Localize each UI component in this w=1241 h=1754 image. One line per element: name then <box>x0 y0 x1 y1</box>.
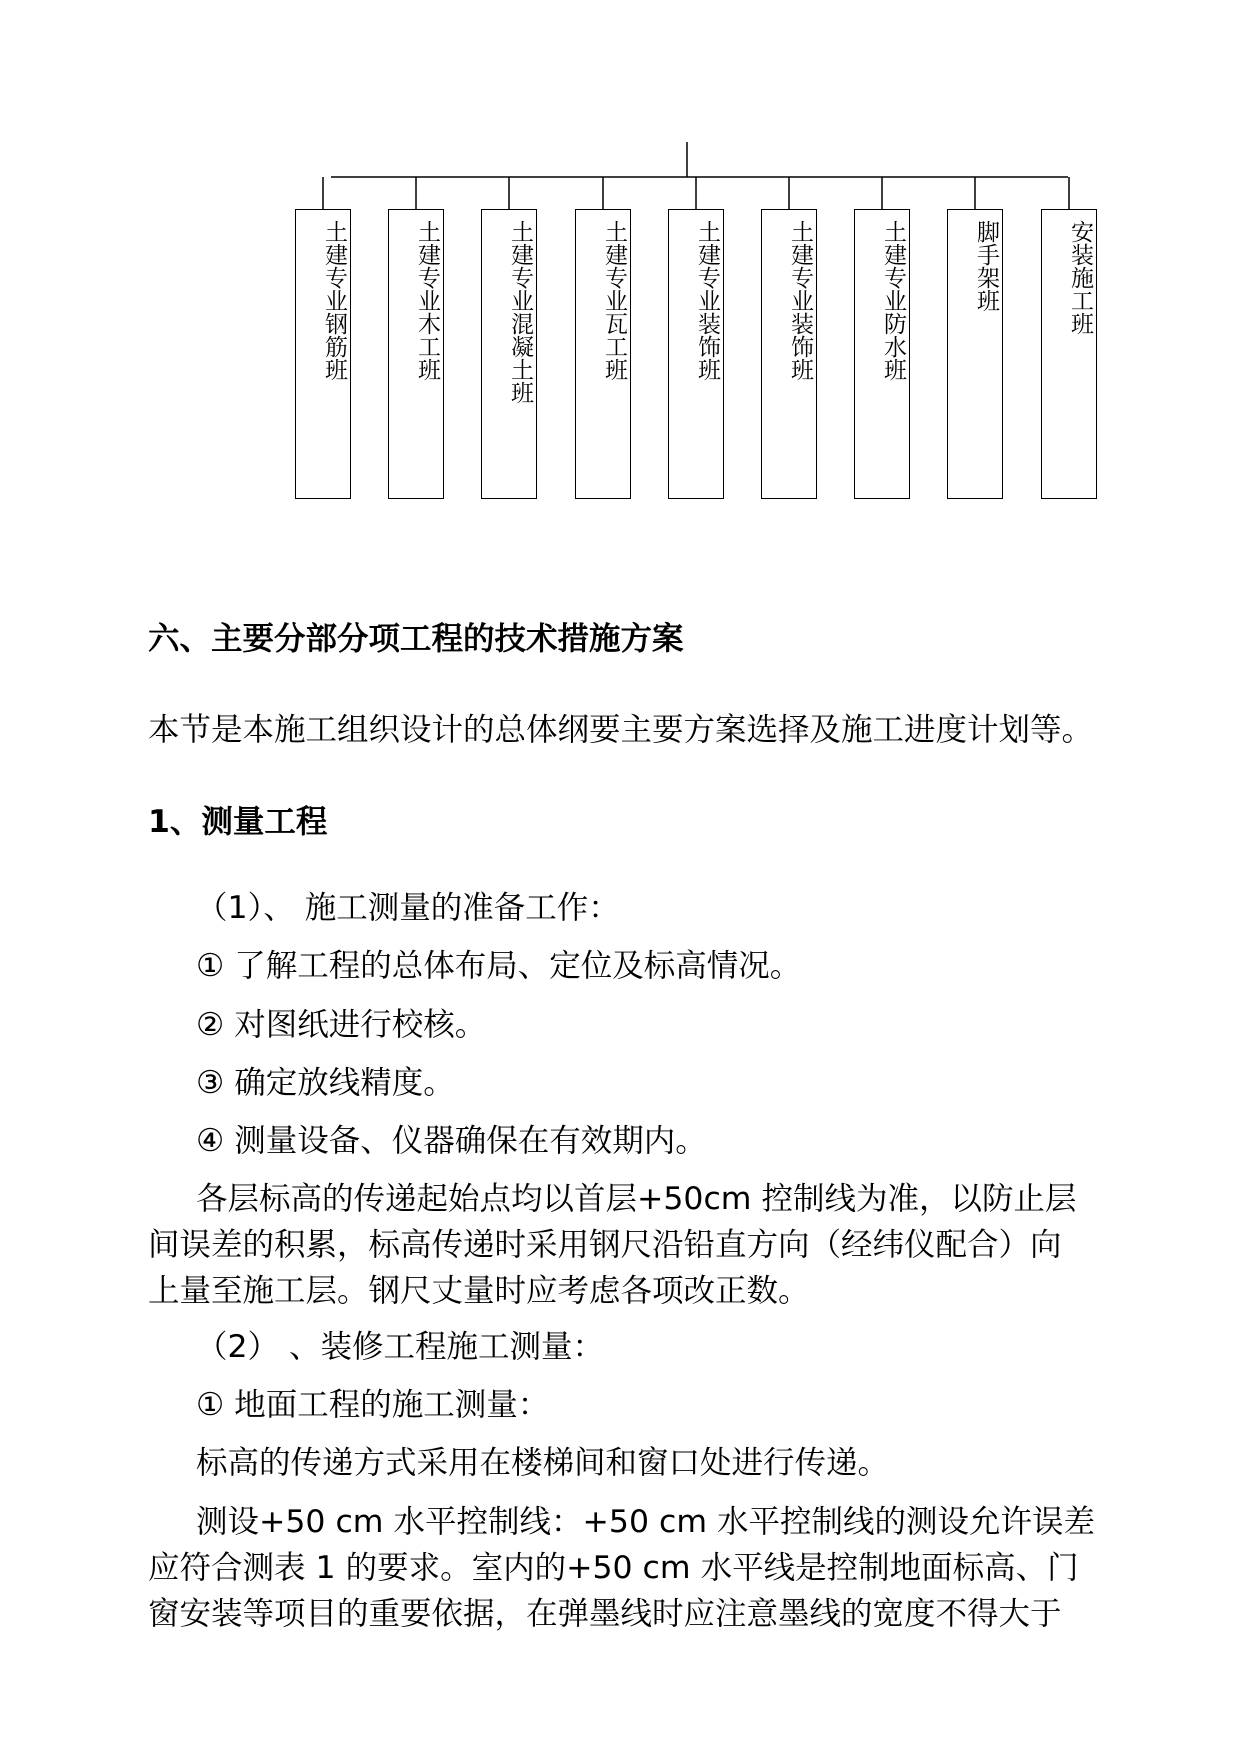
team-label: 土建专业装饰班 <box>787 220 813 381</box>
team-label: 脚手架班 <box>973 220 999 312</box>
item1-list-4: ④ 测量设备、仪器确保在有效期内。 <box>196 1123 707 1159</box>
team-label: 土建专业混凝土班 <box>507 220 533 404</box>
team-box <box>1041 209 1097 499</box>
para3-line-2: 应符合测表 1 的要求。室内的+50 cm 水平线是控制地面标高、门 <box>148 1550 1079 1586</box>
team-box <box>295 209 351 499</box>
item1-title: （1）、 施工测量的准备工作： <box>196 890 620 926</box>
team-label: 安装施工班 <box>1067 220 1093 335</box>
team-box <box>481 209 537 499</box>
team-box <box>854 209 910 499</box>
item1-list-3: ③ 确定放线精度。 <box>196 1065 455 1101</box>
subsection-heading: 1、测量工程 <box>148 804 328 840</box>
para3-line-1: 测设+50 cm 水平控制线：+50 cm 水平控制线的测设允许误差 <box>196 1504 1096 1540</box>
org-chart <box>0 0 1241 520</box>
team-label: 土建专业装饰班 <box>694 220 720 381</box>
team-label: 土建专业钢筋班 <box>321 220 347 381</box>
team-label: 土建专业木工班 <box>414 220 440 381</box>
section-intro: 本节是本施工组织设计的总体纲要主要方案选择及施工进度计划等。 <box>148 712 1094 748</box>
item2-title: （2） 、装修工程施工测量： <box>196 1329 605 1365</box>
team-box <box>575 209 631 499</box>
section-heading: 六、主要分部分项工程的技术措施方案 <box>148 621 684 657</box>
para3-line-3: 窗安装等项目的重要依据，在弹墨线时应注意墨线的宽度不得大于 <box>148 1596 1062 1632</box>
item1-list-2: ② 对图纸进行校核。 <box>196 1007 487 1043</box>
team-label: 土建专业瓦工班 <box>601 220 627 381</box>
team-label: 土建专业防水班 <box>880 220 906 381</box>
para2: 标高的传递方式采用在楼梯间和窗口处进行传递。 <box>196 1445 890 1481</box>
team-box <box>947 209 1003 499</box>
para1-line-1: 各层标高的传递起始点均以首层+50cm 控制线为准，以防止层 <box>196 1181 1077 1217</box>
team-box <box>668 209 724 499</box>
chart-drop-lines <box>323 177 1069 209</box>
team-box <box>388 209 444 499</box>
item1-list-1: ① 了解工程的总体布局、定位及标高情况。 <box>196 948 802 984</box>
para1-line-2: 间误差的积累，标高传递时采用钢尺沿铅直方向（经纬仪配合）向 <box>148 1227 1062 1263</box>
item2-sub: ① 地面工程的施工测量： <box>196 1387 550 1423</box>
team-box <box>761 209 817 499</box>
para1-line-3: 上量至施工层。钢尺丈量时应考虑各项改正数。 <box>148 1273 810 1309</box>
